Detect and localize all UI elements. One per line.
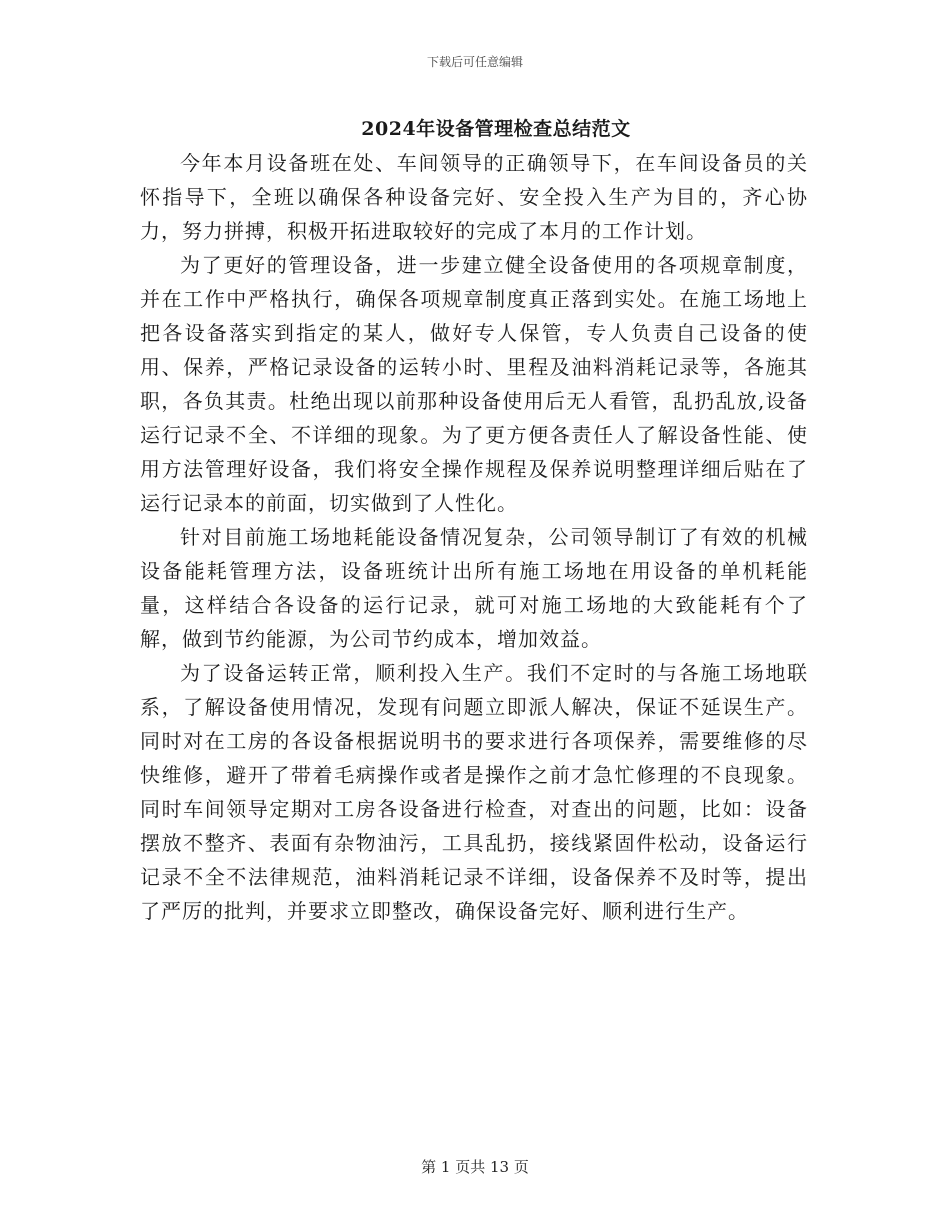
paragraph: 针对目前施工场地耗能设备情况复杂，公司领导制订了有效的机械设备能耗管理方法，设备班统计出所有施工场地在用设备的单机耗能量，这样结合各设备的运行记录，就可对施工场地的大致能耗有个了解，做到节约能源，为公司节约成本，增加效益。 [140, 525, 808, 651]
header-note: 下载后可任意编辑 [426, 55, 523, 69]
page-number: 第 1 页共 13 页 [421, 1158, 529, 1176]
paragraph: 为了设备运转正常，顺利投入生产。我们不定时的与各施工场地联系，了解设备使用情况，发现有问题立即派人解决，保证不延误生产。同时对在工房的各设备根据说明书的要求进行各项保养，需要维修的尽快维修，避开了带着毛病操作或者是操作之前才急忙修理的不良现象。同时车间领导定期对工房各设备进行检查，对查出的问题，比如：设备摆放不整齐、表面有杂物油污，工具乱扔，接线紧固件松动，设备运行记录不全不法律规范，油料消耗记录不详细，设备保养不及时等，提出了严厉的批判，并要求立即整改，确保设备完好、顺利进行生产。 [140, 661, 808, 923]
paragraph: 为了更好的管理设备，进一步建立健全设备使用的各项规章制度，并在工作中严格执行，确保各项规章制度真正落到实处。在施工场地上把各设备落实到指定的某人，做好专人保管，专人负责自己设备的使用、保养，严格记录设备的运转小时、里程及油料消耗记录等，各施其职，各负其责。杜绝出现以前那种设备使用后无人看管，乱扔乱放,设备运行记录不全、不详细的现象。为了更方便各责任人了解设备性能、使用方法管理好设备，我们将安全操作规程及保养说明整理详细后贴在了运行记录本的前面，切实做到了人性化。 [140, 253, 808, 515]
document-body [140, 146, 808, 928]
paragraph: 今年本月设备班在处、车间领导的正确领导下，在车间设备员的关怀指导下，全班以确保各种设备完好、安全投入生产为目的，齐心协力，努力拼搏，积极开拓进取较好的完成了本月的工作计划。 [140, 151, 808, 243]
document-title: 2024年设备管理检查总结范文 [361, 118, 631, 140]
